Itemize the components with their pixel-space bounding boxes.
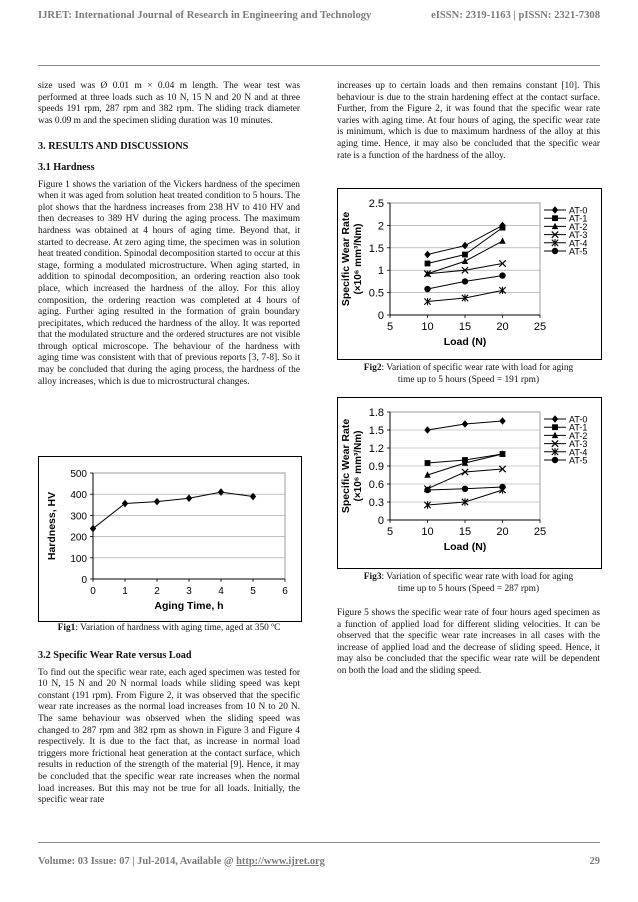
legend-label: AT-5 — [569, 455, 588, 466]
data-point-at-1 — [500, 225, 506, 231]
caption-text: time up to 5 hours (Speed = 287 rpm) — [397, 583, 540, 594]
legend-label: AT-4 — [569, 238, 588, 249]
y-tick-label: 1.5 — [368, 425, 384, 437]
legend-label: AT-1 — [569, 213, 588, 224]
figure-1-chart — [38, 456, 302, 622]
data-point-hardness — [154, 498, 160, 506]
caption-text: time up to 5 hours (Speed = 191 rpm) — [397, 374, 540, 385]
x-tick-label: 5 — [250, 586, 256, 597]
y-tick-label: 100 — [70, 553, 87, 565]
x-tick-label: 15 — [458, 321, 472, 333]
x-tick-label: 0 — [90, 586, 96, 597]
data-point-hardness — [186, 494, 192, 502]
y-tick-label: 2.5 — [368, 198, 384, 210]
legend-label: AT-2 — [569, 221, 588, 232]
data-point-at-5 — [499, 272, 505, 278]
figure-3-svg — [338, 398, 601, 568]
legend-marker-at-0 — [552, 206, 558, 214]
y-tick-label: 0.9 — [368, 461, 384, 473]
footer-link[interactable]: http://www.ijret.org — [236, 856, 325, 867]
plot-area — [93, 473, 285, 579]
legend-marker-at-5 — [552, 457, 558, 463]
data-point-at-5 — [462, 486, 468, 492]
data-point-at-5 — [462, 278, 468, 284]
y-axis-label: Specific Wear Rate — [340, 418, 352, 514]
legend-label: AT-5 — [569, 246, 588, 257]
y-tick-label: 500 — [70, 469, 87, 480]
x-tick-label: 25 — [533, 321, 547, 333]
y-tick-label: 1.5 — [368, 242, 384, 255]
data-point-at-0 — [462, 420, 468, 428]
y-tick-label: 2 — [377, 220, 384, 233]
x-tick-label: 25 — [533, 526, 547, 538]
data-point-at-5 — [424, 487, 430, 493]
y-tick-label: 0 — [377, 515, 384, 527]
legend-label: AT-4 — [569, 447, 588, 458]
x-tick-label: 3 — [186, 586, 192, 597]
left-column-lower — [38, 650, 300, 807]
paragraph: Figure 5 shows the specific wear rate of four hours aged specimen as a function of applied load for different sliding velocities. It can be observed that the specific wear rate increases in all cases with the increase of applied load and the decrease of sliding speed. Hence, it may also be concluded that the specific wear rate will be dependent on both the load and the sliding speed. — [337, 608, 600, 676]
data-point-hardness — [122, 500, 128, 508]
data-point-at-5 — [499, 484, 505, 490]
x-tick-label: 2 — [154, 586, 160, 597]
figure-label: Fig3 — [363, 572, 382, 582]
left-column — [38, 81, 300, 388]
x-tick-label: 4 — [218, 586, 224, 597]
x-tick-label: 10 — [421, 526, 434, 538]
y-tick-label: 1.8 — [368, 407, 384, 419]
caption-text: : Variation of specific wear rate with load for aging — [381, 572, 574, 582]
header-rule — [38, 65, 600, 66]
y-tick-label: 0.6 — [368, 479, 384, 491]
data-point-at-0 — [462, 242, 468, 250]
footer-volume — [38, 856, 325, 867]
x-tick-label: 15 — [458, 526, 472, 538]
y-tick-label: 1 — [377, 265, 384, 278]
data-point-hardness — [90, 525, 96, 533]
caption-text: : Variation of specific wear rate with load for aging — [381, 363, 574, 373]
series-line-at-0 — [428, 225, 503, 254]
y-tick-label: 400 — [70, 490, 87, 502]
legend-marker-at-0 — [552, 415, 558, 423]
legend-label: AT-1 — [569, 422, 588, 433]
data-point-hardness — [218, 488, 224, 496]
figure-label: Fig1 — [57, 623, 76, 633]
y-tick-label: 0 — [377, 310, 384, 322]
legend-label: AT-0 — [569, 414, 588, 425]
figure-1-caption — [38, 623, 300, 635]
x-axis-label: Load (N) — [443, 541, 487, 553]
footer-rule — [38, 842, 600, 843]
caption-text: : Variation of hardness with aging time, aged at 350 ºC — [75, 623, 281, 633]
figure-1-svg — [39, 457, 301, 621]
x-tick-label: 1 — [122, 586, 128, 597]
y-tick-label: 0 — [81, 575, 87, 586]
x-tick-label: 5 — [386, 321, 394, 333]
data-point-hardness — [250, 493, 256, 501]
x-tick-label: 5 — [386, 526, 394, 538]
right-column-lower — [337, 608, 600, 678]
data-point-at-0 — [424, 426, 430, 434]
y-tick-label: 0.3 — [368, 497, 384, 509]
legend-marker-at-1 — [552, 215, 558, 221]
legend-marker-at-1 — [552, 424, 558, 430]
x-axis-label: Aging Time, h — [154, 600, 224, 612]
x-tick-label: 20 — [496, 321, 509, 333]
x-tick-label: 10 — [421, 321, 434, 333]
legend-marker-at-2 — [552, 223, 558, 229]
issn: eISSN: 2319-1163 | pISSN: 2321-7308 — [431, 10, 600, 21]
data-point-at-5 — [424, 286, 430, 292]
data-point-at-1 — [425, 460, 431, 466]
y-axis-label: Specific Wear Rate — [340, 211, 352, 307]
figure-3-chart — [337, 397, 602, 569]
subsection-heading: 3.1 Hardness — [38, 161, 95, 173]
y-tick-label: 1.2 — [368, 443, 384, 455]
y-axis-label-units: (×10⁶ mm³/Nm) — [353, 430, 364, 502]
y-tick-label: 300 — [70, 511, 87, 523]
data-point-at-0 — [499, 417, 505, 425]
y-tick-label: 200 — [70, 532, 87, 544]
subsection-heading: 3.2 Specific Wear Rate versus Load — [38, 650, 192, 661]
journal-name: IJRET: International Journal of Research in Engineering and Technology — [38, 10, 372, 21]
data-point-at-1 — [462, 252, 468, 258]
data-point-at-0 — [424, 251, 430, 259]
series-line-hardness — [93, 492, 253, 528]
figure-2-svg — [338, 189, 601, 359]
legend-label: AT-0 — [569, 205, 588, 216]
figure-2-caption — [337, 363, 600, 386]
legend-label: AT-2 — [569, 430, 588, 441]
page-number: 29 — [589, 856, 600, 867]
x-axis-label: Load (N) — [443, 336, 487, 348]
series-line-at-3 — [428, 263, 503, 273]
figure-3-caption — [337, 572, 600, 595]
paragraph: To find out the specific wear rate, each aged specimen was tested for 10 N, 15 N and 20 N normal loads while sliding speed was kept constant (191 rpm). From Figure 2, it was observed that the specific wear rate increases as the normal load increases from 10 N to 20 N. The same behaviour was observed when the sliding speed was changed to 287 rpm and 382 rpm as shown in Figure 3 and Figure 4 respectively. It is due to the fact that, as increase in normal load triggers more frictional heat generation at the contact surface, which results in reduction of the strength of the material [9]. Hence, it may be concluded that the specific wear rate increases when the normal load increases. But this may not be true for all loads. Initially, the specific wear rate — [38, 667, 300, 806]
footer-volume-text: Volume: 03 Issue: 07 | Jul-2014, Available @ — [38, 856, 237, 867]
x-tick-label: 6 — [282, 586, 288, 597]
figure-2-chart — [337, 188, 602, 360]
legend-marker-at-5 — [552, 248, 558, 254]
paragraph: size used was Ø 0.01 m × 0.04 m length. The wear test was performed at three loads such as 10 N, 15 N and 20 N and at three speeds 191 rpm, 287 rpm and 382 rpm. The sliding track diameter was 0.09 m and the specimen sliding duration was 10 minutes. — [38, 81, 300, 126]
section-heading: 3. RESULTS AND DISCUSSIONS — [38, 141, 189, 153]
right-column — [337, 81, 600, 162]
data-point-at-2 — [462, 258, 468, 264]
figure-label: Fig2 — [363, 363, 382, 373]
paragraph: Figure 1 shows the variation of the Vickers hardness of the specimen when it was aged from solution heat treated condition to 5 hours. The plot shows that the hardness increases from 238 HV to 410 HV and then decreases to 389 HV during the aging process. The maximum hardness was obtained at 4 hours of aging time. Beyond that, it started to decrease. At zero aging time, the specimen was in solution heat treated condition. Spinodal decomposition started to occur at this stage, forming a modulated microstructure. When aging started, in addition to spinodal decomposition, an ordering reaction also took place, which increased the hardness of the alloy. For this alloy composition, the ordering reaction was completed at 4 hours of aging. Further aging resulted in the formation of grain boundary precipitates, which reduced the hardness of the alloy. It was reported that the modulated structure and the ordered structures are not visible through optical microscope. The behaviour of the hardness with aging time was consistent with that of previous reports [3, 7-8]. So it may be concluded that during the aging process, the hardness of the alloy increases, which is due to microstructural changes. — [38, 179, 300, 387]
y-axis-label: Hardness, HV — [46, 491, 58, 561]
legend-label: AT-3 — [569, 230, 588, 241]
x-tick-label: 20 — [496, 526, 509, 538]
legend-label: AT-3 — [569, 439, 588, 450]
paragraph: increases up to certain loads and then remains constant [10]. This behaviour is due to the strain hardening effect at the contact surface. Further, from the Figure 2, it was found that the specific wear rate varies with aging time. At four hours of aging, the specific wear rate is minimum, which is due to maximum hardness of the alloy at this aging time. Hence, it may also be concluded that the specific wear rate is a function of the hardness of the alloy. — [337, 81, 600, 161]
data-point-at-1 — [425, 261, 431, 267]
y-axis-label-units: (×10⁶ mm³/Nm) — [353, 223, 364, 295]
y-tick-label: 0.5 — [368, 287, 384, 300]
data-point-at-2 — [499, 237, 505, 243]
